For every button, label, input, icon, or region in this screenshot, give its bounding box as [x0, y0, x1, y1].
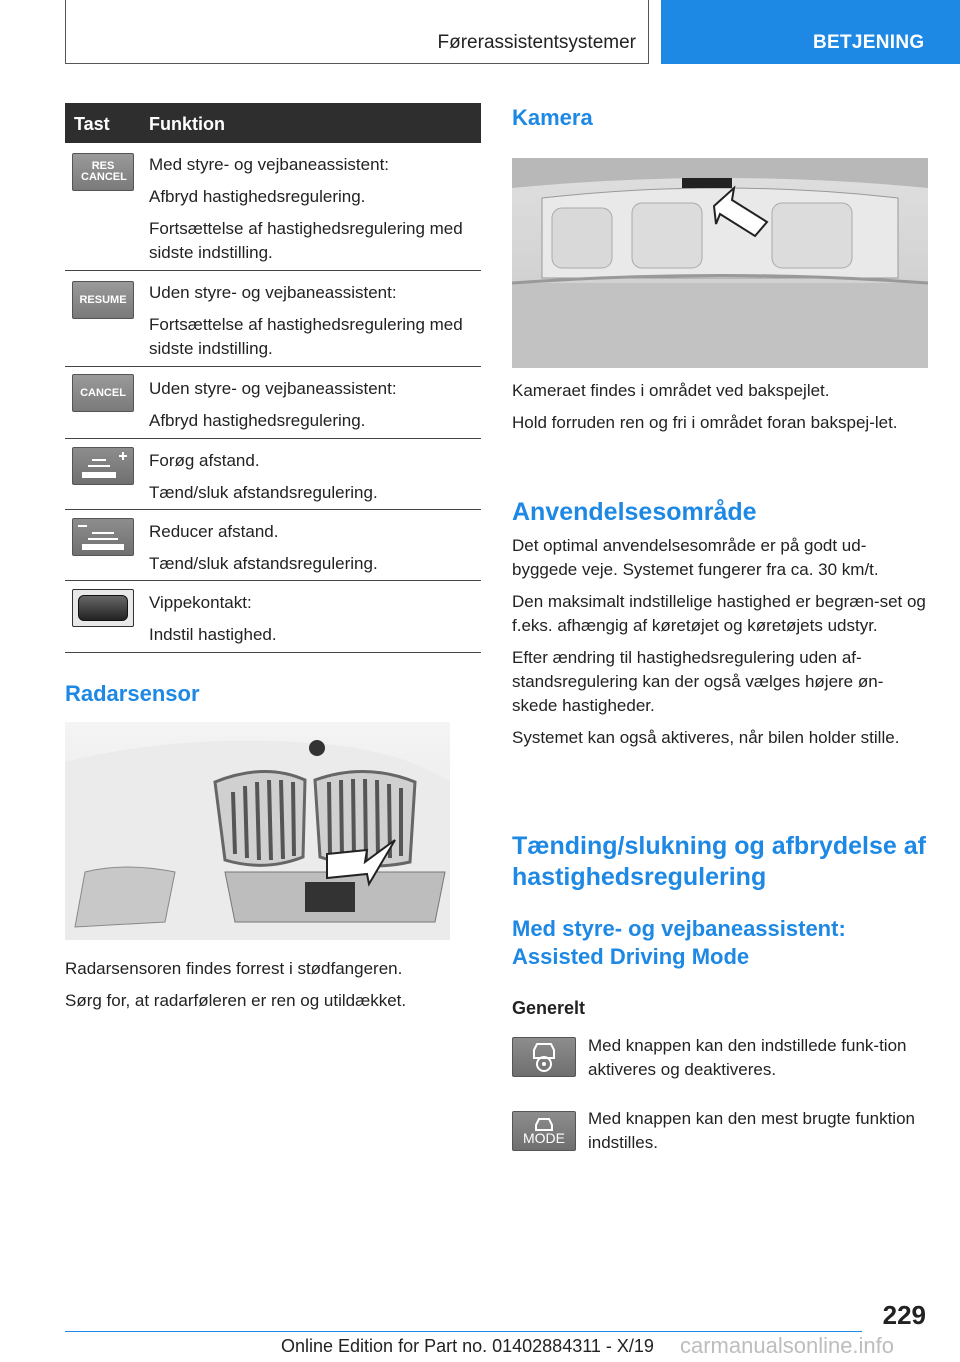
table-header: [65, 103, 481, 143]
chapter-tab: [661, 0, 960, 64]
camera-para-2: Hold forruden ren og fri i området foran bakspej‐let.: [512, 413, 898, 432]
col-function-header: Funktion: [149, 114, 225, 134]
button1-text: Med knappen kan den indstillede funk‐tion aktiveres og deaktiveres.: [588, 1036, 907, 1079]
general-label: Generelt: [512, 998, 586, 1018]
radar-para-1: Radarsensoren findes forrest i stødfangeren.: [65, 959, 403, 978]
watermark: carmanualsonline.info: [680, 1333, 895, 1358]
function-cell: Forøg afstand. Tænd/sluk afstandsregulering.: [149, 451, 378, 502]
camera-heading: Kamera: [512, 105, 593, 130]
res-cancel-key-icon: RES CANCEL: [72, 153, 134, 191]
table-row: [65, 367, 481, 439]
distance-increase-key-icon: [72, 447, 134, 485]
function-cell: Uden styre- og vejbaneassistent: Afbryd hastighedsregulering.: [149, 379, 397, 430]
page-number: 229: [882, 1300, 926, 1330]
key-function-table: [65, 103, 481, 653]
footer-divider: [65, 1331, 862, 1332]
cancel-key-icon: CANCEL: [72, 374, 134, 412]
table-row: [65, 439, 481, 510]
table-row: [65, 143, 481, 271]
edition-text: Online Edition for Part no. 01402884311 - X/19: [281, 1336, 654, 1356]
chapter-tab-label: BETJENING: [813, 32, 925, 53]
button2-text: Med knappen kan den mest brugte funktion indstilles.: [588, 1109, 915, 1152]
assisted-driving-button-icon: [512, 1037, 576, 1077]
col-key-header: Tast: [74, 114, 110, 134]
mode-button-label: MODE: [523, 1130, 565, 1146]
switching-subheading: Med styre- og vejbaneassistent: Assisted Driving Mode: [512, 916, 846, 969]
usage-text: [512, 534, 928, 758]
distance-decrease-key-icon: [72, 518, 134, 556]
radar-para-2: Sørg for, at radarføleren er ren og utildækket.: [65, 991, 407, 1010]
camera-para-1: Kameraet findes i området ved bakspejlet.: [512, 381, 830, 400]
table-row: [65, 271, 481, 367]
function-cell: Reducer afstand. Tænd/sluk afstandsregulering.: [149, 522, 378, 573]
header-box: [65, 0, 649, 64]
usage-para-1: Det optimal anvendelsesområde er på godt ud‐byggede veje. Systemet fungerer fra ca. 30 km/t.: [512, 536, 879, 579]
rocker-switch-icon: [72, 589, 134, 627]
function-cell: Med styre- og vejbaneassistent: Afbryd hastighedsregulering. Fortsættelse af hastighedsregulering med sidste indstilling.: [149, 155, 463, 262]
switching-heading: Tænding/slukning og afbrydelse af hastighedsregulering: [512, 832, 926, 891]
table-row: [65, 581, 481, 653]
section-title: Førerassistentsystemer: [437, 32, 636, 53]
radar-heading: Radarsensor: [65, 681, 200, 706]
table-row: [65, 510, 481, 581]
camera-text: [512, 379, 928, 443]
usage-heading: Anvendelsesområde: [512, 498, 757, 526]
usage-para-2: Den maksimalt indstillelige hastighed er begræn‐set og f.eks. afhængig af køretøjet og køretøjets udstyr.: [512, 592, 926, 635]
usage-para-3: Efter ændring til hastighedsregulering uden af‐standsregulering kan der også vælges højere øn‐skede hastigheder.: [512, 648, 884, 715]
usage-para-4: Systemet kan også aktiveres, når bilen holder stille.: [512, 728, 900, 747]
radar-text: [65, 957, 481, 1021]
radar-sensor-photo: [65, 722, 450, 940]
function-cell: Uden styre- og vejbaneassistent: Fortsættelse af hastighedsregulering med sidste indstilling.: [149, 283, 463, 358]
resume-key-icon: RESUME: [72, 281, 134, 319]
function-cell: Vippekontakt: Indstil hastighed.: [149, 593, 277, 644]
mode-button-icon: [512, 1111, 576, 1151]
camera-interior-photo: [512, 158, 928, 368]
